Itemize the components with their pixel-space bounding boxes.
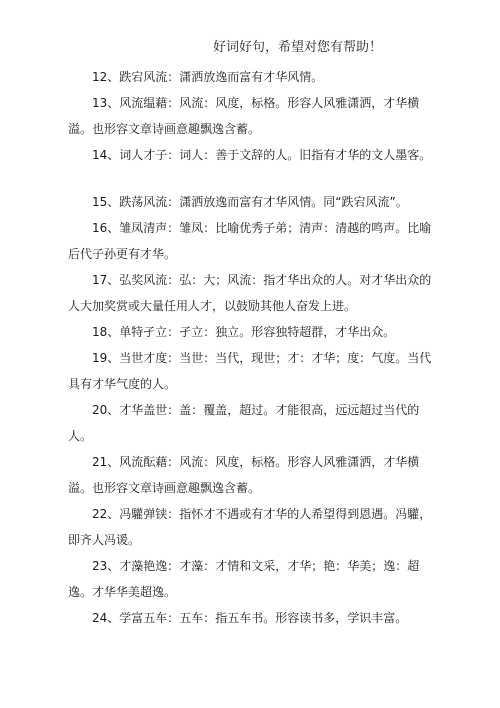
list-item: 15、跌荡风流：潇洒放逸而富有才华风情。同“跌宕风流”。 (92, 195, 408, 209)
entry-list (68, 64, 438, 631)
list-item: 20、才华盖世：盖：覆盖，超过。才能很高，远远超过当代的人。 (68, 403, 420, 443)
spacer (68, 168, 438, 189)
list-item: 18、单特孑立：孑立：独立。形容独特超群，才华出众。 (92, 325, 396, 339)
list-item: 17、弘奖风流：弘：大；风流：指才华出众的人。对才华出众的人大加奖赏或大量任用人才，以鼓励其他人奋发上进。 (68, 273, 432, 313)
list-item: 24、学富五车：五车：指五车书。形容读书多，学识丰富。 (92, 611, 408, 625)
list-item: 21、风流酝藉：风流：风度，标格。形容人风雅潇洒，才华横溢。也形容文章诗画意趣飘逸含蓄。 (68, 455, 420, 495)
page-header: 好词好句，希望对您有帮助！ (212, 40, 382, 55)
list-item: 16、雏凤清声：雏凤：比喻优秀子弟；清声：清越的鸣声。比喻后代子孙更有才华。 (68, 221, 432, 261)
list-item: 19、当世才度：当世：当代，现世；才：才华；度：气度。当代具有才华气度的人。 (68, 351, 432, 391)
list-item: 23、才藻艳逸：才藻：才情和文采，才华；艳：华美；逸：超逸。才华华美超逸。 (68, 559, 420, 599)
list-item: 13、风流缊藉：风流：风度，标格。形容人风雅潇洒，才华横溢。也形容文章诗画意趣飘逸含蓄。 (68, 96, 420, 136)
list-item: 12、跌宕风流：潇洒放逸而富有才华风情。 (92, 70, 324, 84)
list-item: 14、词人才子：词人：善于文辞的人。旧指有才华的文人墨客。 (92, 148, 432, 162)
list-item: 22、冯驩弹铗：指怀才不遇或有才华的人希望得到恩遇。冯驩，即齐人冯谖。 (68, 507, 432, 547)
